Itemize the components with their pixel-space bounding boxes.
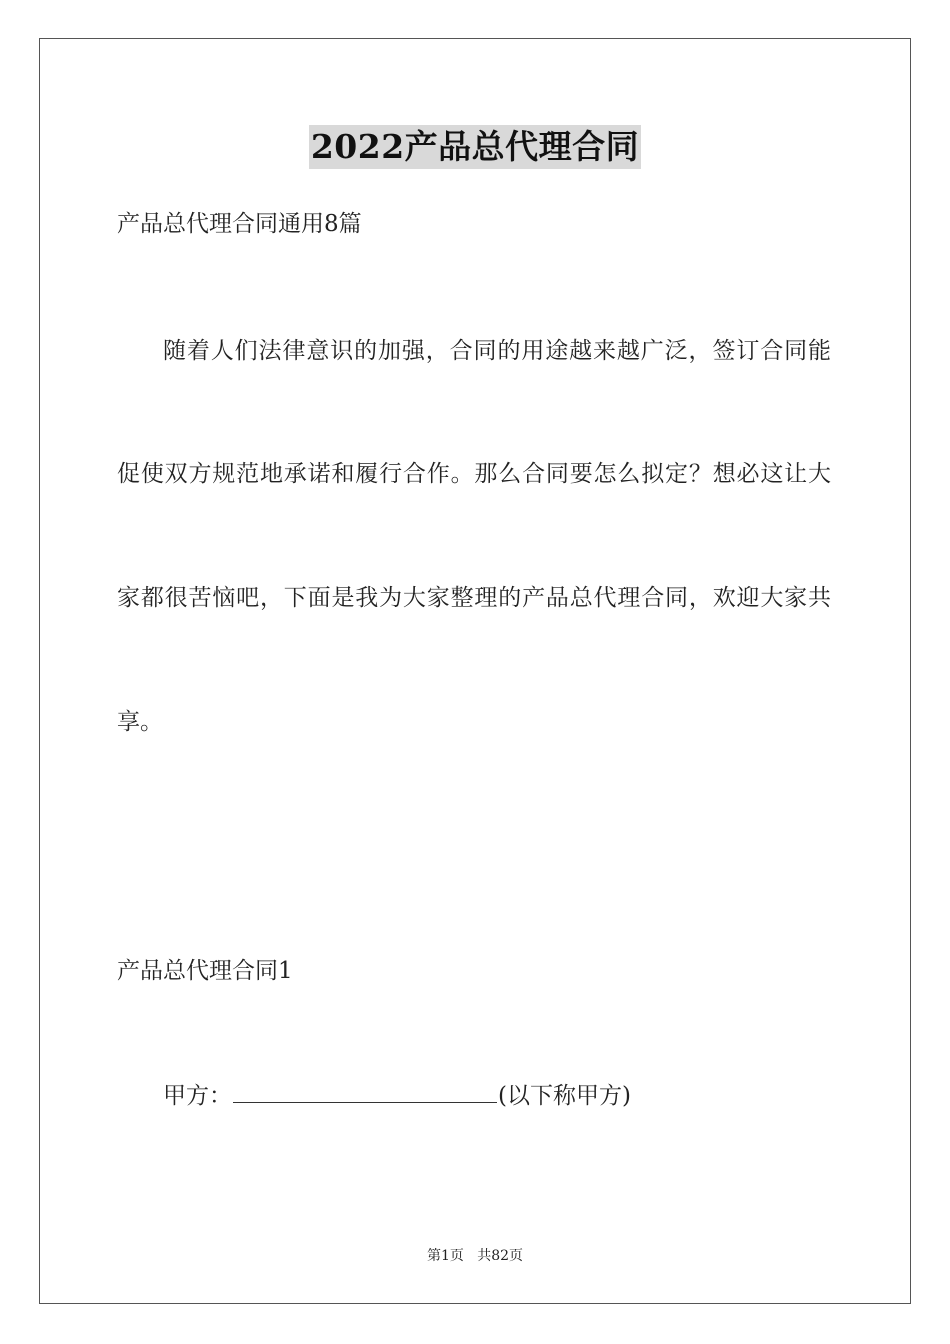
document-subtitle: 产品总代理合同通用8篇 — [117, 211, 362, 237]
document-title: 2022产品总代理合同 — [309, 125, 641, 169]
title-container — [0, 125, 950, 169]
party-a-suffix: (以下称甲方) — [498, 1083, 631, 1109]
intro-line-4: 享。 — [117, 709, 163, 735]
intro-line-3: 家都很苦恼吧，下面是我为大家整理的产品总代理合同，欢迎大家共 — [117, 585, 831, 611]
page-footer: 第1页 共82页 — [426, 1248, 524, 1264]
party-a-label: 甲方： — [163, 1083, 232, 1109]
intro-line-1: 随着人们法律意识的加强，合同的用途越来越广泛，签订合同能 — [163, 338, 831, 364]
party-a-blank — [233, 1080, 497, 1103]
section-heading: 产品总代理合同1 — [117, 958, 293, 984]
intro-line-2: 促使双方规范地承诺和履行合作。那么合同要怎么拟定？想必这让大 — [117, 461, 831, 487]
party-a-line — [163, 1080, 631, 1111]
